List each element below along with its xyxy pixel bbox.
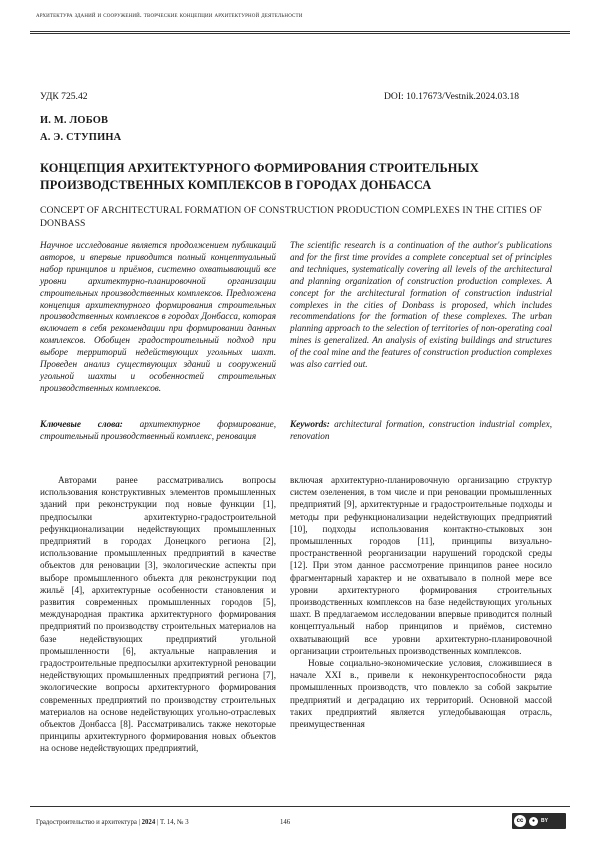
abstract-en-column (290, 240, 552, 371)
running-head-text: архитектура зданий и сооружений. творческие концепции архитектурной деятельности (36, 11, 303, 19)
article-title-ru: КОНЦЕПЦИЯ АРХИТЕКТУРНОГО ФОРМИРОВАНИЯ СТРОИТЕЛЬНЫХ ПРОИЗВОДСТВЕННЫХ КОМПЛЕКСОВ В ГОРОДАХ ДОНБАССА (40, 161, 479, 192)
attribution-icon: ● (529, 817, 538, 826)
body-column-right (290, 474, 552, 730)
cc-badge: cc (514, 815, 526, 827)
body-paragraph: включая архитектурно-планировочную организацию структур систем озеленения, в том числе и при реновации промышленных предприятий [9], архитектурные и градостроительные подходы и методы при рефункционализации недействующих предприятий [10], подходы использования контактно-стыковых зон промышленных городов [11], принципы визуально-пространственной реорганизации нарушений городской среды [12]. При этом данное рассмотрение принципов ранее носило фрагментарный характер и не охватывало в полной мере все уровни архитектурного формирования строительных производственных комплексов на базе недействующих угольных шахт. В предлагаемом исследовании впервые приводится полный концептуальный набор принципов и приёмов, системно охватывающий все уровни архитектурно-планировочной организации строительных производственных комплексов. (290, 475, 552, 656)
article-title-en: CONCEPT OF ARCHITECTURAL FORMATION OF CONSTRUCTION PRODUCTION COMPLEXES IN THE CITIES OF DONBASS (40, 205, 542, 229)
keywords-ru-label: Ключевые слова: (40, 419, 123, 429)
author-name: А. Э. СТУПИНА (40, 132, 122, 143)
running-head (36, 11, 566, 19)
abstract-ru: Научное исследование является продолжением публикаций авторов, и впервые приводится полный концептуальный набор принципов и приёмов, системно охватывающий все уровни архитектурно-планировочной организации строительных производственных комплексов. Предложена концепция архитектурного формирования строительных производственных комплексов в городах Донбасса, которая включает в себя рекомендации при формировании данных комплексов. Обобщен градостроительный подход при выборе территорий недействующих угольных шахт. Проведен анализ существующих зданий и сооружений угольной шахты и особенностей строительных производственных комплексов. (40, 240, 276, 393)
footer-rule (30, 806, 570, 807)
body-paragraph: Новые социально-экономические условия, сложившиеся в начале XXI в., привели к неконкурентоспособности ряда промышленных производств, что повлекло за собой закрытие предприятий и деградацию их территорий. Основной массой таких предприятий является угледобывающая отрасль, преимущественная (290, 658, 552, 730)
udc-code: УДК 725.42 (40, 91, 88, 102)
page-number: 146 (280, 819, 291, 826)
license-by-label: BY (541, 818, 548, 824)
abstract-en: The scientific research is a continuation of the author's publications and for the first time provides a complete conceptual set of principles and techniques, systematically covering all levels of the architectural and planning organization of construction production complexes. A concept for the architectural formation of construction industrial complexes in the cities of Donbass is proposed, which includes recommendations for the formation of these complexes. The urban planning approach to the selection of territories of non-operating coal mines is generalized. An analysis of existing buildings and structures of the coal mine and the features of construction production complexes was also carried out. (290, 240, 552, 370)
author-name: И. М. ЛОБОВ (40, 115, 109, 126)
footer-journal: Градостроительство и архитектура (36, 819, 137, 826)
body-paragraph: Авторами ранее рассматривались вопросы использования конструктивных элементов промышленных зданий при реконструкции под новые функции [1], предпосылки архитектурно-градостроительной рефункционализации недействующих промышленных предприятий в городах Донецкого региона [2], использование промышленных предприятий в качестве объектов для реновации [3], экологические аспекты при выборе промышленного объекта для реконструкции под жильё [4], архитектурные особенности становления и развития современных промышленных городов [5], международная практика архитектурного формирования предприятий по производству строительных материалов на базе недействующих предприятий угольной промышленности [6], актуальные направления и градостроительные предпосылки архитектурной реновации недействующих промышленных предприятий региона [7], экологические вопросы архитектурного формирования современных предприятий по производству строительных материалов на основе недействующих угольно-отраслевых объектов Донбасса [8]. Рассматривались также некоторые принципы архитектурного формирования новых объектов на основе недействующих предприятий, (40, 475, 276, 754)
keywords-ru (40, 418, 276, 442)
footer-citation: Градостроительство и архитектура | 2024 | Т. 14, № 3 (36, 819, 189, 826)
footer-volume: Т. 14, № 3 (159, 819, 189, 826)
keywords-en-label: Keywords: (290, 419, 330, 429)
keywords-en-value: architectural formation, construction industrial complex, renovation (290, 419, 553, 441)
keywords-en (290, 418, 552, 442)
doi[interactable]: DOI: 10.17673/Vestnik.2024.03.18 (384, 91, 520, 102)
creative-commons-icon[interactable] (512, 813, 566, 829)
body-column-left (40, 474, 276, 755)
header-rule-bottom (30, 33, 570, 34)
header-rule-top (30, 31, 570, 32)
abstract-ru-column (40, 240, 276, 395)
footer-year: 2024 (141, 819, 156, 826)
keywords-ru-value: архитектурное формирование, строительный производственный комплекс, реновация (40, 419, 276, 441)
author-list (40, 112, 121, 146)
